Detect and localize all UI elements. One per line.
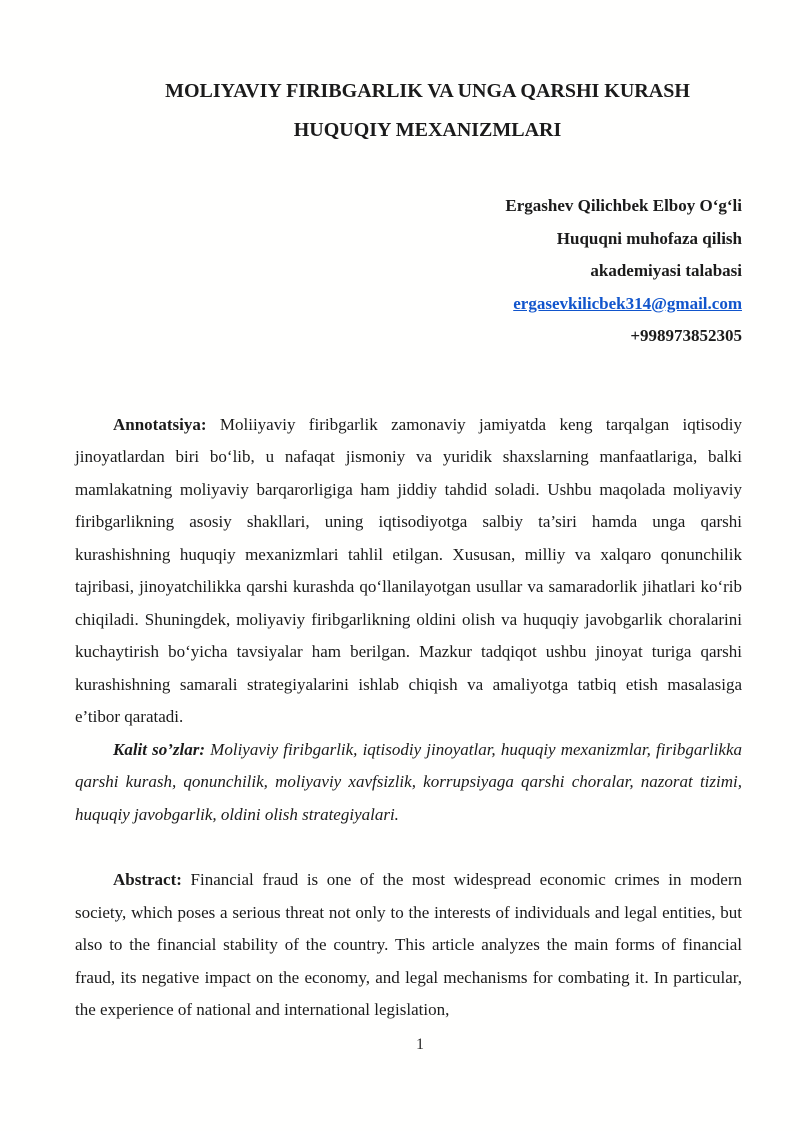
page-number: 1 — [416, 1036, 424, 1053]
abstract-text: Financial fraud is one of the most widespread economic crimes in modern society, which poses a serious threat not only to the interests of individuals and legal entities, but also to the financial stability of the country. This article analyzes the main forms of financial fraud, its negative impact on the economy, and legal mechanisms for combating it. In particular, the experience of national and international legislation, — [75, 870, 742, 1019]
annotation-paragraph — [75, 409, 742, 734]
annotation-label: Annotatsiya: — [113, 414, 207, 434]
annotation-text: Moliiyaviy firibgarlik zamonaviy jamiyatda keng tarqalgan iqtisodiy jinoyatlardan biri bo‘lib, u nafaqat jismoniy va yuridik shaxslarning manfaatlariga, balki mamlakatning moliyaviy barqarorligiga ham jiddiy tahdid soladi. Ushbu maqolada moliyaviy firibgarlikning asosiy shakllari, uning iqtisodiyotga salbiy ta’siri hamda unga qarshi kurashishning huquqiy mexanizmlari tahlil etilgan. Xususan, milliy va xalqaro qonunchilik tajribasi, jinoyatchilikka qarshi kurashda qo‘llanilayotgan usullar va samaradorlik jihatlari ko‘rib chiqiladi. Shuningdek, moliyaviy firibgarlikning oldini olish va huquqiy javobgarlik choralarini kuchaytirish bo‘yicha tavsiyalar ham berilgan. Mazkur tadqiqot ushbu jinoyat turiga qarshi kurashishning samarali strategiyalarini ishlab chiqish va amaliyotga tatbiq etish masalasiga e’tibor qaratadi. — [75, 414, 742, 726]
author-affiliation-line-2: akademiyasi talabasi — [590, 261, 742, 280]
author-phone: +998973852305 — [630, 326, 742, 345]
page-title — [113, 72, 742, 150]
author-email-row — [75, 288, 742, 321]
author-email-link[interactable]: ergasevkilicbek314@gmail.com — [513, 293, 742, 313]
title-line-1: MOLIYAVIY FIRIBGARLIK VA UNGA QARSHI KURASH — [165, 80, 690, 102]
author-name: Ergashev Qilichbek Elboy O‘g‘li — [505, 196, 742, 215]
abstract-paragraph — [75, 864, 742, 1027]
keywords-label: Kalit so’zlar: — [113, 739, 206, 759]
keywords-text: Moliyaviy firibgarlik, iqtisodiy jinoyatlar, huquqiy mexanizmlar, firibgarlikka qarshi kurash, qonunchilik, moliyaviy xavfsizlik, korrupsiyaga qarshi choralar, nazorat tizimi, huquqiy javobgarlik, oldini olish strategiyalari. — [75, 739, 742, 824]
abstract-label: Abstract: — [113, 870, 182, 889]
author-affiliation-line-1: Huquqni muhofaza qilish — [556, 228, 742, 248]
author-block — [75, 190, 742, 353]
title-line-2: HUQUQIY MEXANIZMLARI — [293, 119, 562, 141]
keywords-paragraph — [75, 734, 742, 832]
